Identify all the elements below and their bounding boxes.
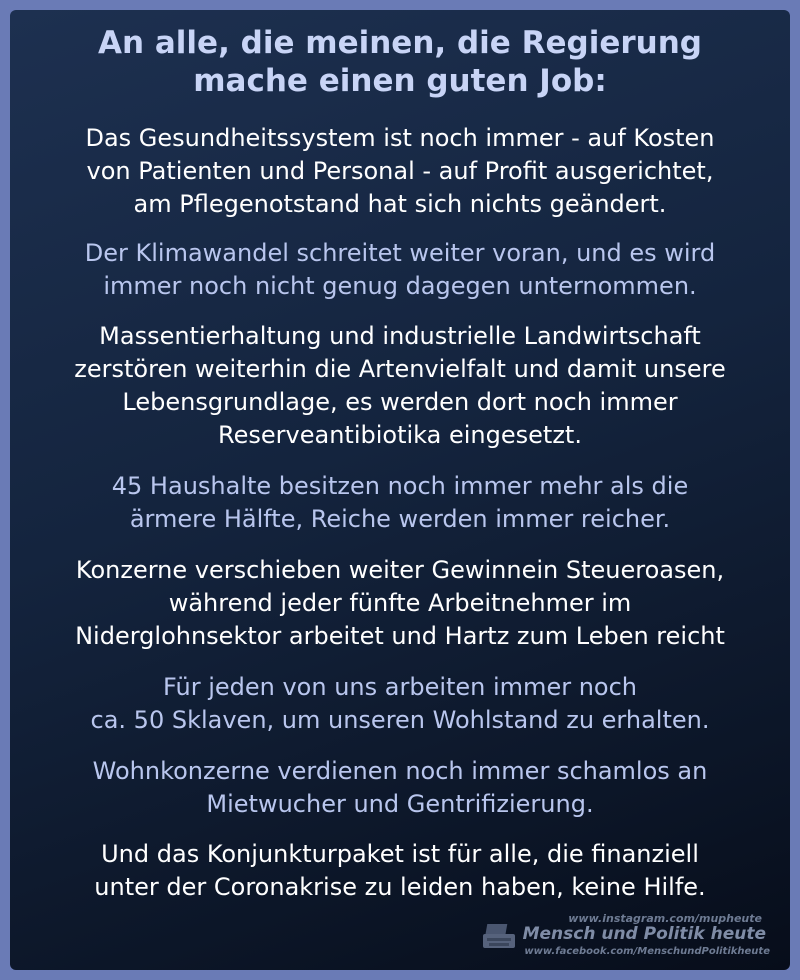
text-line: zerstören weiterhin die Artenvielfalt und damit unsere (74, 355, 726, 383)
watermark (470, 910, 770, 960)
paragraph-wealth (10, 470, 790, 536)
text-line: Wohnkonzerne verdienen noch immer schamlos an (92, 757, 708, 785)
poster-frame (10, 10, 790, 970)
text-line: von Patienten und Personal - auf Profit ausgerichtet, (86, 157, 714, 185)
text-line: Der Klimawandel schreitet weiter voran, und es wird (84, 239, 716, 267)
watermark-instagram: www.instagram.com/mupheute (568, 912, 762, 925)
text-line: Reserveantibiotika eingesetzt. (218, 421, 582, 449)
text-line: 45 Haushalte besitzen noch immer mehr als die (111, 472, 689, 500)
text-line: Lebensgrundlage, es werden dort noch immer (122, 388, 678, 416)
paragraph-healthcare (10, 122, 790, 221)
text-line: ärmere Hälfte, Reiche werden immer reicher. (129, 505, 671, 533)
text-line: unter der Coronakrise zu leiden haben, keine Hilfe. (94, 873, 706, 901)
text-line: Niderglohnsektor arbeitet und Hartz zum Leben reicht (75, 622, 725, 650)
paragraph-agriculture (10, 320, 790, 452)
title-line: mache einen guten Job: (193, 63, 607, 99)
text-line: Konzerne verschieben weiter Gewinnein Steueroasen, (75, 556, 725, 584)
watermark-facebook: www.facebook.com/MenschundPolitikheute (524, 946, 770, 957)
text-line: Massentierhaltung und industrielle Landwirtschaft (99, 322, 701, 350)
paragraph-stimulus (10, 838, 790, 904)
text-line: während jeder fünfte Arbeitnehmer im (168, 589, 632, 617)
paragraph-climate (10, 237, 790, 303)
text-line: Für jeden von uns arbeiten immer noch (163, 673, 637, 701)
text-line: Das Gesundheitssystem ist noch immer - auf Kosten (85, 124, 715, 152)
text-line: ca. 50 Sklaven, um unseren Wohlstand zu erhalten. (90, 706, 710, 734)
title-line: An alle, die meinen, die Regierung (98, 25, 702, 61)
text-line: am Pflegenotstand hat sich nichts geändert. (133, 190, 667, 218)
poster-title (10, 24, 790, 100)
paragraph-housing (10, 755, 790, 821)
typewriter-icon (480, 920, 520, 954)
text-line: immer noch nicht genug dagegen unternommen. (103, 272, 697, 300)
watermark-brand: Mensch und Politik heute (522, 924, 766, 944)
paragraph-corporations (10, 554, 790, 653)
paragraph-slaves (10, 671, 790, 737)
text-line: Und das Konjunkturpaket ist für alle, die finanziell (101, 840, 699, 868)
text-line: Mietwucher und Gentrifizierung. (206, 790, 594, 818)
